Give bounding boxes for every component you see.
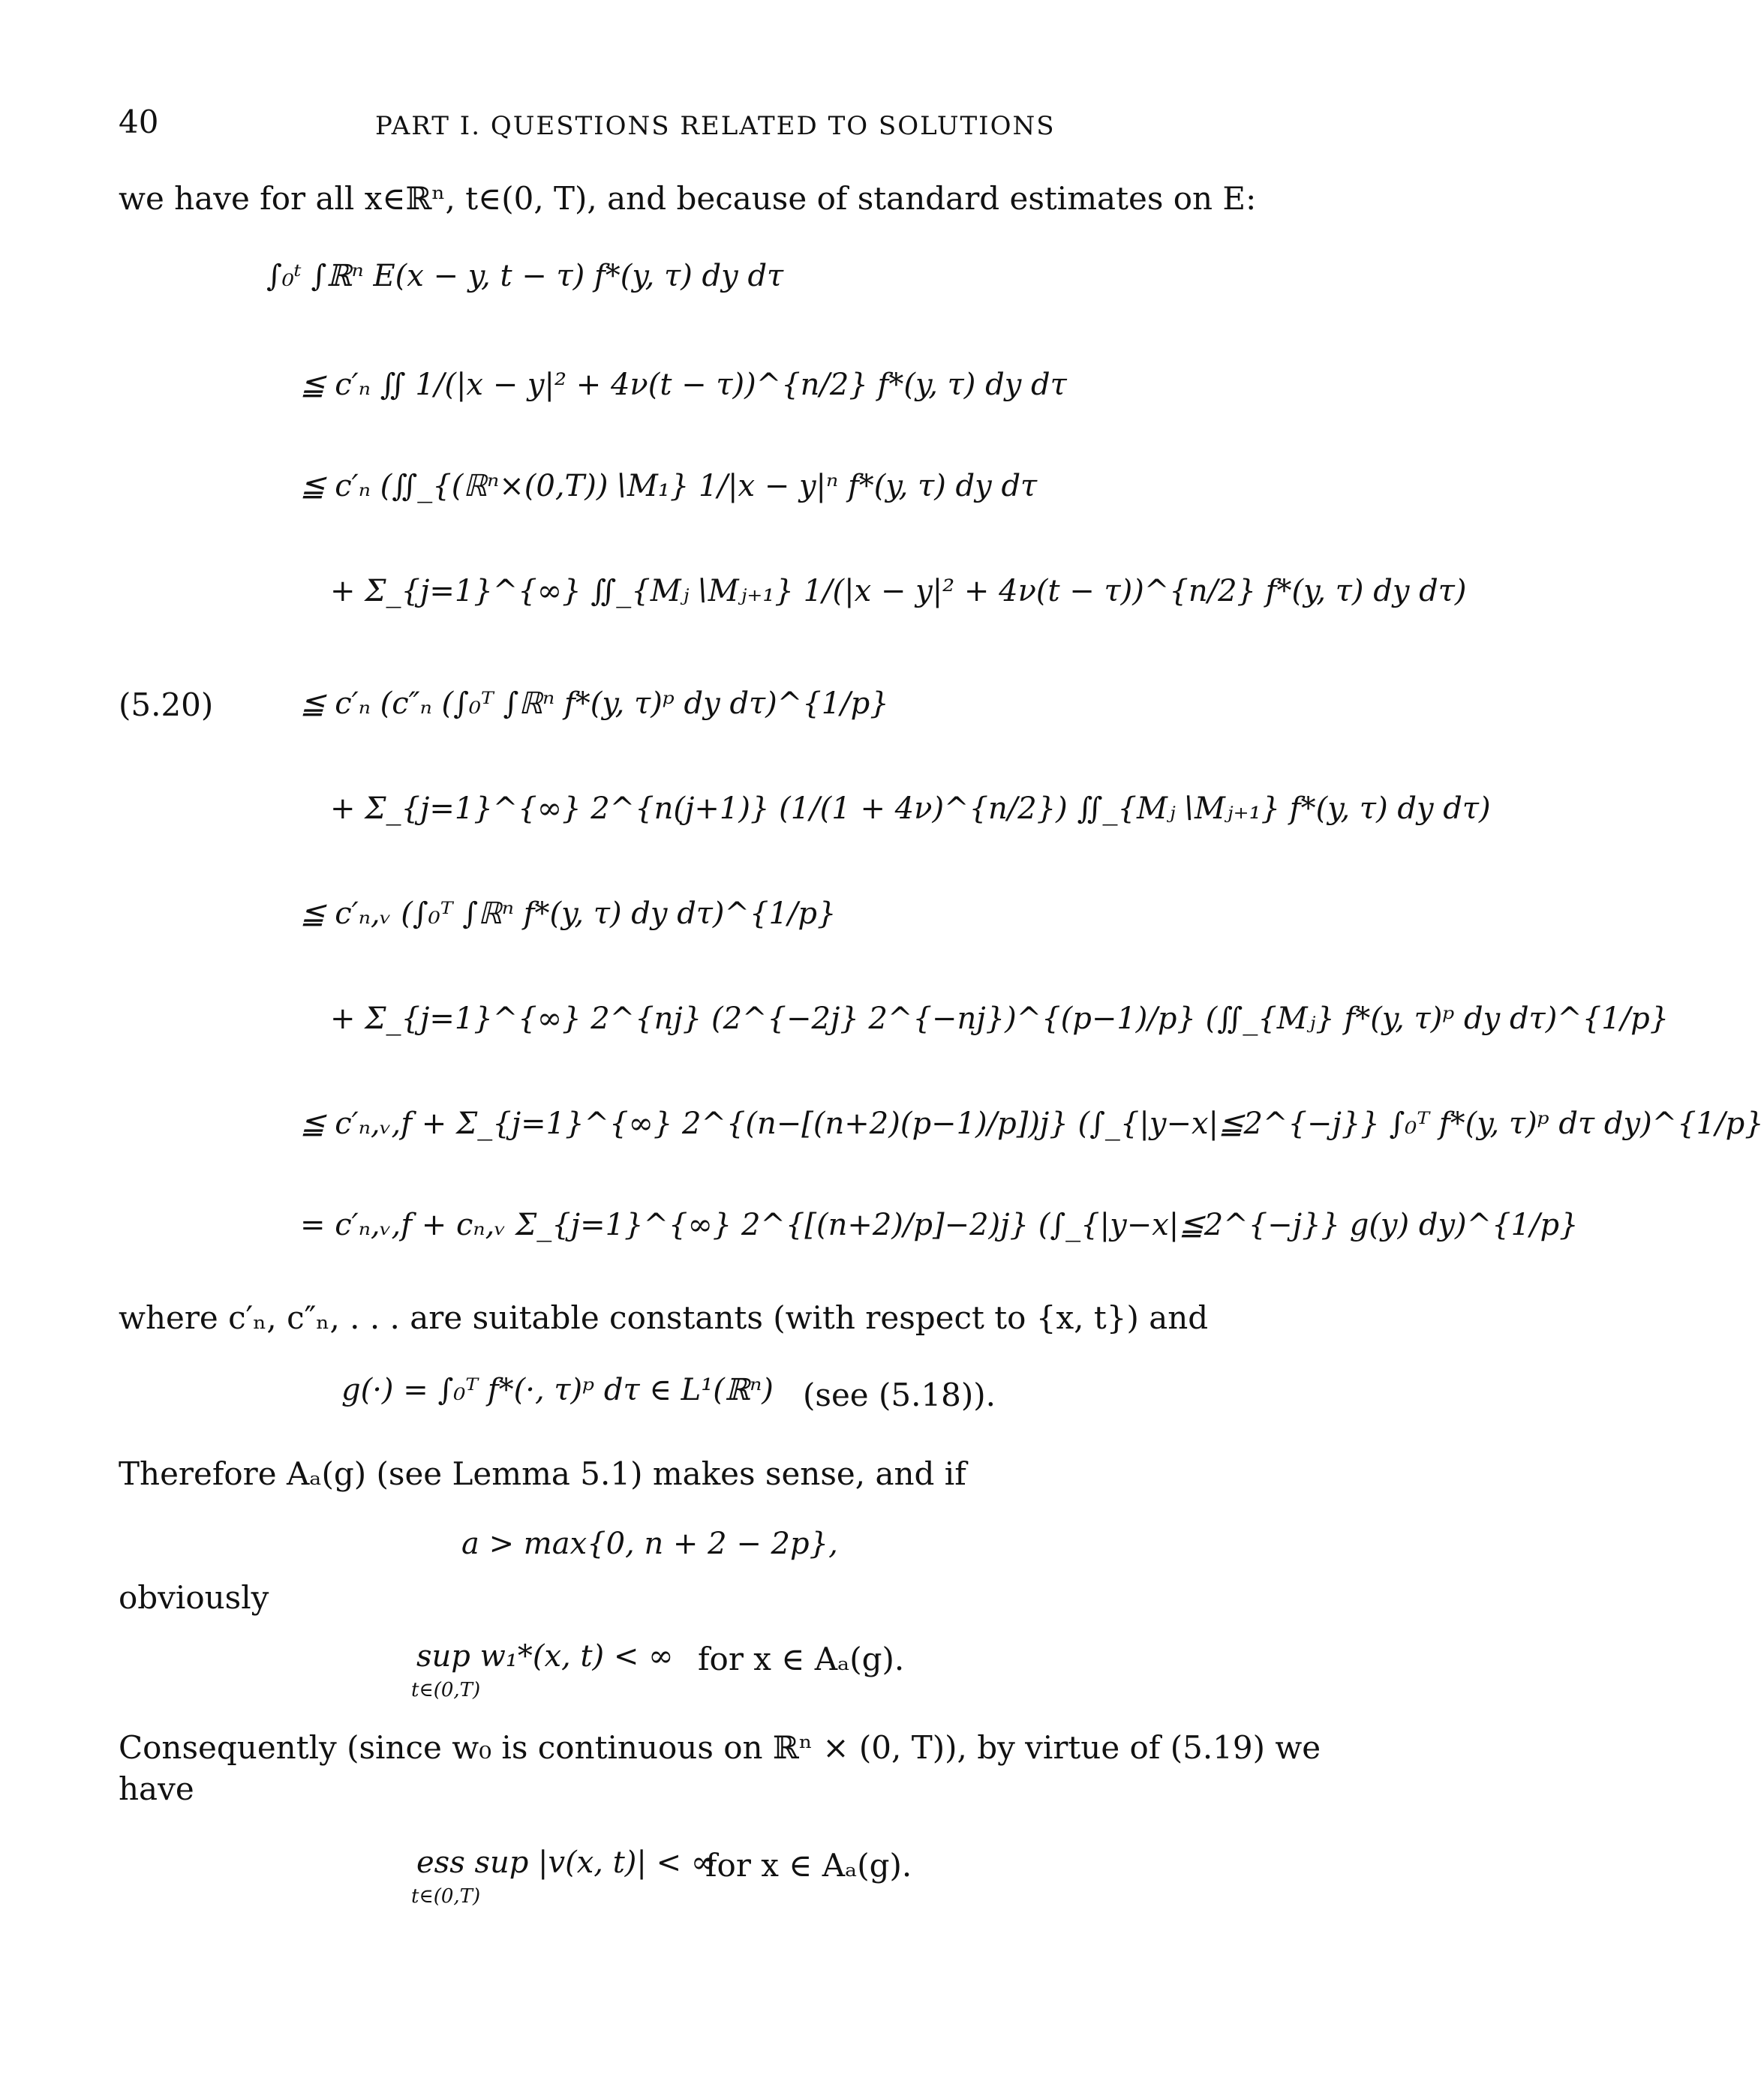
eq-line-2: ≦ c′ₙ ∬ 1/(|x − y|² + 4ν(t − τ))^{n/2} f*(y, τ) dy dτ (300, 368, 1067, 402)
ess-sup-condition: for x ∈ Aₐ(g). (705, 1847, 912, 1884)
consequently-line: Consequently (since w₀ is continuous on ℝⁿ × (0, T)), by virtue of (5.19) we (119, 1729, 1321, 1766)
sup-subscript: t∈(0,T) (411, 1679, 481, 1701)
ess-sup-subscript: t∈(0,T) (411, 1885, 481, 1908)
equation-label: (5.20) (119, 686, 214, 723)
g-definition: g(·) = ∫₀ᵀ f*(·, τ)ᵖ dτ ∈ L¹(ℝⁿ) (341, 1373, 774, 1407)
have-line: have (119, 1770, 194, 1807)
eq-line-5: ≦ c′ₙ (c″ₙ (∫₀ᵀ ∫ℝⁿ f*(y, τ)ᵖ dy dτ)^{1/p} (300, 686, 889, 721)
obviously-line: obviously (119, 1579, 269, 1616)
g-reference: (see (5.18)). (803, 1377, 996, 1413)
eq-line-7: ≦ c′ₙ,ᵥ (∫₀ᵀ ∫ℝⁿ f*(y, τ) dy dτ)^{1/p} (300, 896, 837, 931)
sup-expression: sup w₁*(x, t) < ∞ (416, 1639, 674, 1674)
where-line: where c′ₙ, c″ₙ, . . . are suitable constants (with respect to {x, t}) and (119, 1299, 1209, 1336)
eq-line-3: ≦ c′ₙ (∬_{(ℝⁿ×(0,T))∖M₁} 1/|x − y|ⁿ f*(y, τ) dy dτ (300, 469, 1038, 503)
eq-line-1: ∫₀ᵗ ∫ℝⁿ E(x − y, t − τ) f*(y, τ) dy dτ (266, 259, 784, 293)
intro-text: we have for all x∈ℝⁿ, t∈(0, T), and because of standard estimates on E: (119, 180, 1257, 217)
running-title: PART I. QUESTIONS RELATED TO SOLUTIONS (375, 111, 1056, 141)
ess-sup-expression: ess sup |v(x, t)| < ∞ (416, 1845, 717, 1880)
eq-line-4: + Σ_{j=1}^{∞} ∬_{Mⱼ∖Mⱼ₊₁} 1/(|x − y|² + 4ν(t − τ))^{n/2} f*(y, τ) dy dτ) (330, 574, 1467, 608)
sup-condition: for x ∈ Aₐ(g). (698, 1641, 905, 1677)
therefore-line: Therefore Aₐ(g) (see Lemma 5.1) makes sense, and if (119, 1455, 966, 1492)
eq-line-6: + Σ_{j=1}^{∞} 2^{n(j+1)} (1/(1 + 4ν)^{n/2}) ∬_{Mⱼ∖Mⱼ₊₁} f*(y, τ) dy dτ) (330, 791, 1491, 826)
eq-line-10: = c′ₙ,ᵥ,f + cₙ,ᵥ Σ_{j=1}^{∞} 2^{[(n+2)/p]−2)j} (∫_{|y−x|≦2^{−j}} g(y) dy)^{1/p} (300, 1208, 1579, 1242)
eq-line-8: + Σ_{j=1}^{∞} 2^{nj} (2^{−2j} 2^{−nj})^{(p−1)/p} (∬_{Mⱼ} f*(y, τ)ᵖ dy dτ)^{1/p} (330, 1001, 1669, 1036)
eq-line-9: ≦ c′ₙ,ᵥ,f + Σ_{j=1}^{∞} 2^{(n−[(n+2)(p−1)/p])j} (∫_{|y−x|≦2^{−j}} ∫₀ᵀ f*(y, τ)ᵖ dτ dy)^{1/p} (300, 1107, 1764, 1141)
condition-line: a > max{0, n + 2 − 2p}, (461, 1527, 838, 1561)
page-number: 40 (119, 104, 159, 140)
